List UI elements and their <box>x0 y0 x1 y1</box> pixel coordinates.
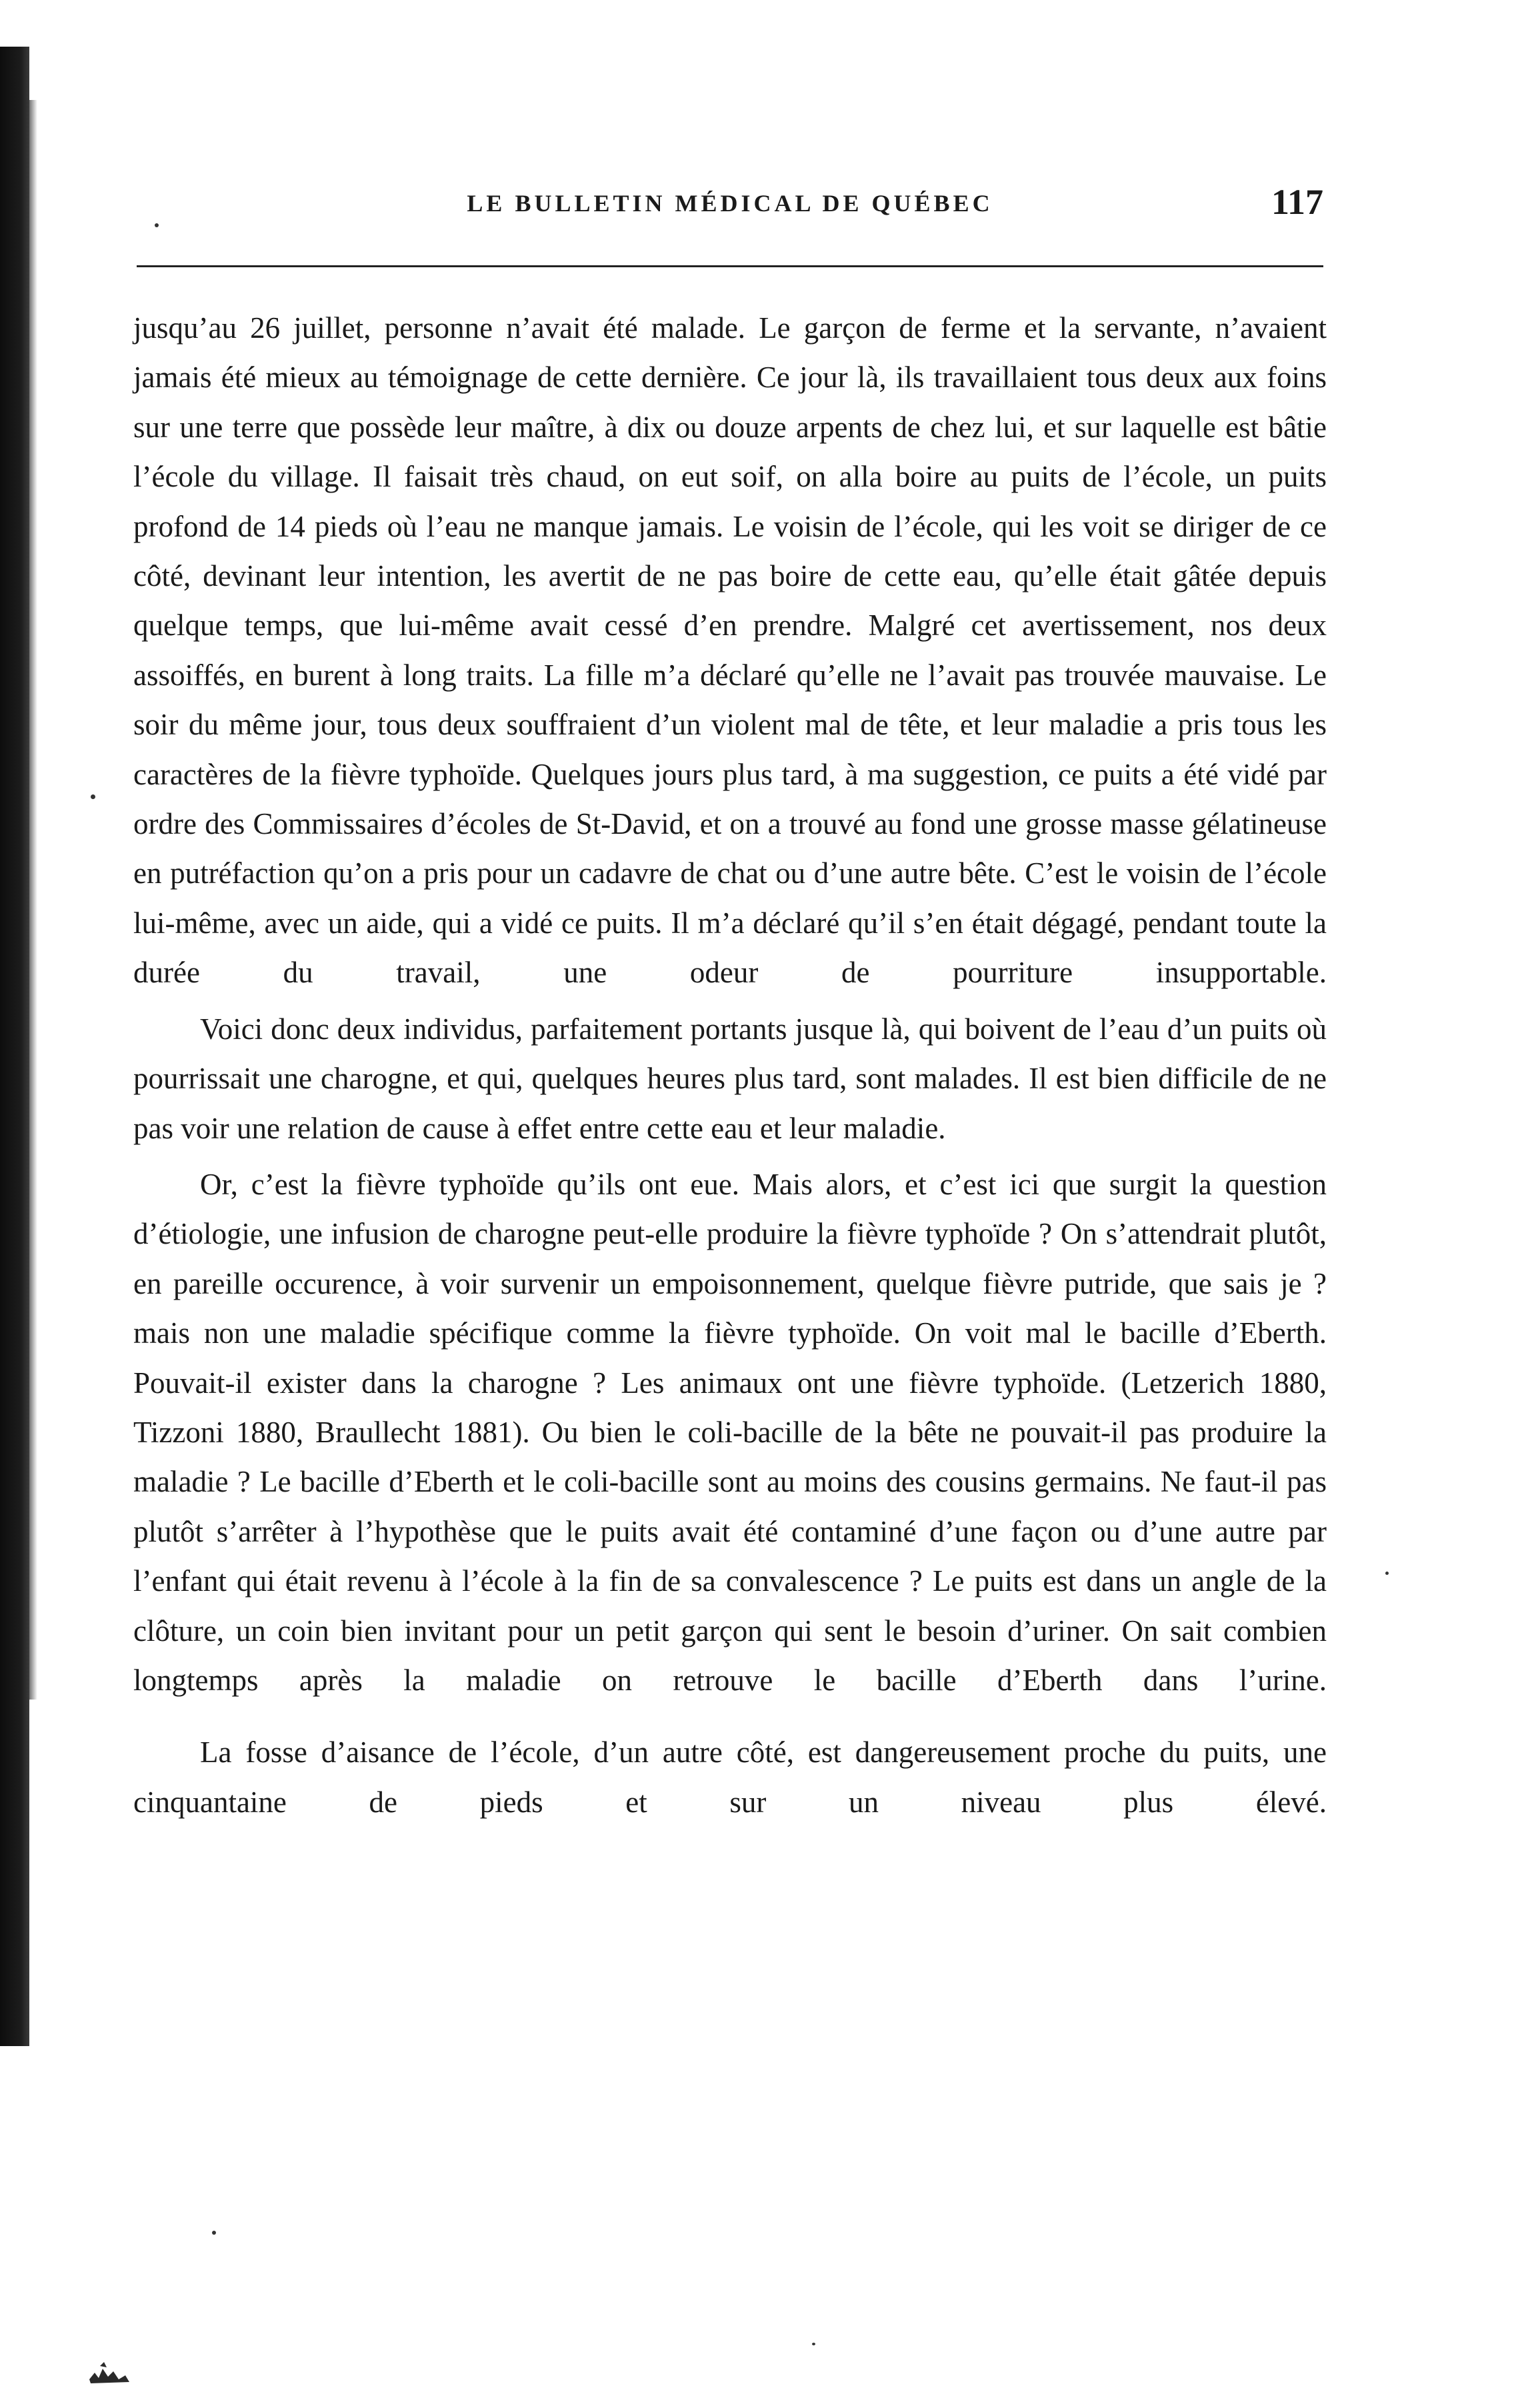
ink-blot-mark <box>87 2359 133 2386</box>
print-speck <box>91 794 95 799</box>
body-text <box>133 303 1327 1827</box>
paragraph-3: Or, c’est la fièvre typhoïde qu’ils ont eue. Mais alors, et c’est ici que surgit la question d’étiologie, une infusion de charogne peut-elle produire la fièvre typhoïde ? On s’attendrait plutôt, en pareille occurence, à voir survenir un empoisonnement, quelque fièvre putride, que sais je ? mais non une maladie spécifique comme la fièvre typhoïde. On voit mal le bacille d’Eberth. Pouvait-il exister dans la charogne ? Les animaux ont une fièvre typhoïde. (Letzerich 1880, Tizzoni 1880, Braullecht 1881). Ou bien le coli-bacille de la bête ne pouvait-il pas produire la maladie ? Le bacille d’Eberth et le coli-bacille sont au moins des cousins germains. Ne faut-il pas plutôt s’arrêter à l’hypothèse que le puits avait été contaminé d’une façon ou d’une autre par l’enfant qui était revenu à l’école à la fin de sa convalescence ? Le puits est dans un angle de la clôture, un coin bien invitant pour un petit garçon qui sent le besoin d’uriner. On sait combien longtemps après la maladie on retrouve le bacille d’Eberth dans l’urine. <box>133 1167 1327 1697</box>
page-number: 117 <box>1271 182 1323 222</box>
paragraph-1: jusqu’au 26 juillet, personne n’avait été malade. Le garçon de ferme et la servante, n’avaient jamais été mieux au témoignage de cette dernière. Ce jour là, ils travaillaient tous deux aux foins sur une terre que possède leur maître, à dix ou douze arpents de chez lui, et sur laquelle est bâtie l’école du village. Il faisait très chaud, on eut soif, on alla boire au puits de l’école, un puits profond de 14 pieds où l’eau ne manque jamais. Le voisin de l’école, qui les voit se diriger de ce côté, devinant leur intention, les avertit de ne pas boire de cette eau, qu’elle était gâtée depuis quelque temps, que lui-même avait cessé d’en prendre. Malgré cet avertissement, nos deux assoiffés, en burent à long traits. La fille m’a déclaré qu’elle ne l’avait pas trouvée mauvaise. Le soir du même jour, tous deux souffraient d’un violent mal de tête, et leur maladie a pris tous les caractères de la fièvre typhoïde. Quelques jours plus tard, à ma suggestion, ce puits a été vidé par ordre des Commissaires d’écoles de St-David, et on a trouvé au fond une grosse masse gélatineuse en putréfaction qu’on a pris pour un cadavre de chat ou d’une autre bête. C’est le voisin de l’école lui-même, avec un aide, qui a vidé ce puits. Il m’a déclaré qu’il s’en était dégagé, pendant toute la durée du travail, une odeur de pourriture insupportable. <box>133 311 1327 990</box>
page-header <box>137 181 1323 235</box>
page-binding-edge <box>0 47 29 2046</box>
running-title: LE BULLETIN MÉDICAL DE QUÉBEC <box>467 190 993 217</box>
print-speck <box>155 223 159 227</box>
header-rule <box>137 265 1323 267</box>
print-speck <box>212 2231 216 2235</box>
paragraph-4: La fosse d’aisance de l’école, d’un autre côté, est dangereusement proche du puits, une cinquantaine de pieds et sur un niveau plus élevé. <box>133 1736 1327 1819</box>
print-speck <box>812 2343 815 2345</box>
print-speck <box>1385 1572 1389 1575</box>
paragraph-2: Voici donc deux individus, parfaitement portants jusque là, qui boivent de l’eau d’un puits où pourrissait une charogne, et qui, quelques heures plus tard, sont malades. Il est bien difficile de ne pas voir une relation de cause à effet entre cette eau et leur maladie. <box>133 1012 1327 1145</box>
